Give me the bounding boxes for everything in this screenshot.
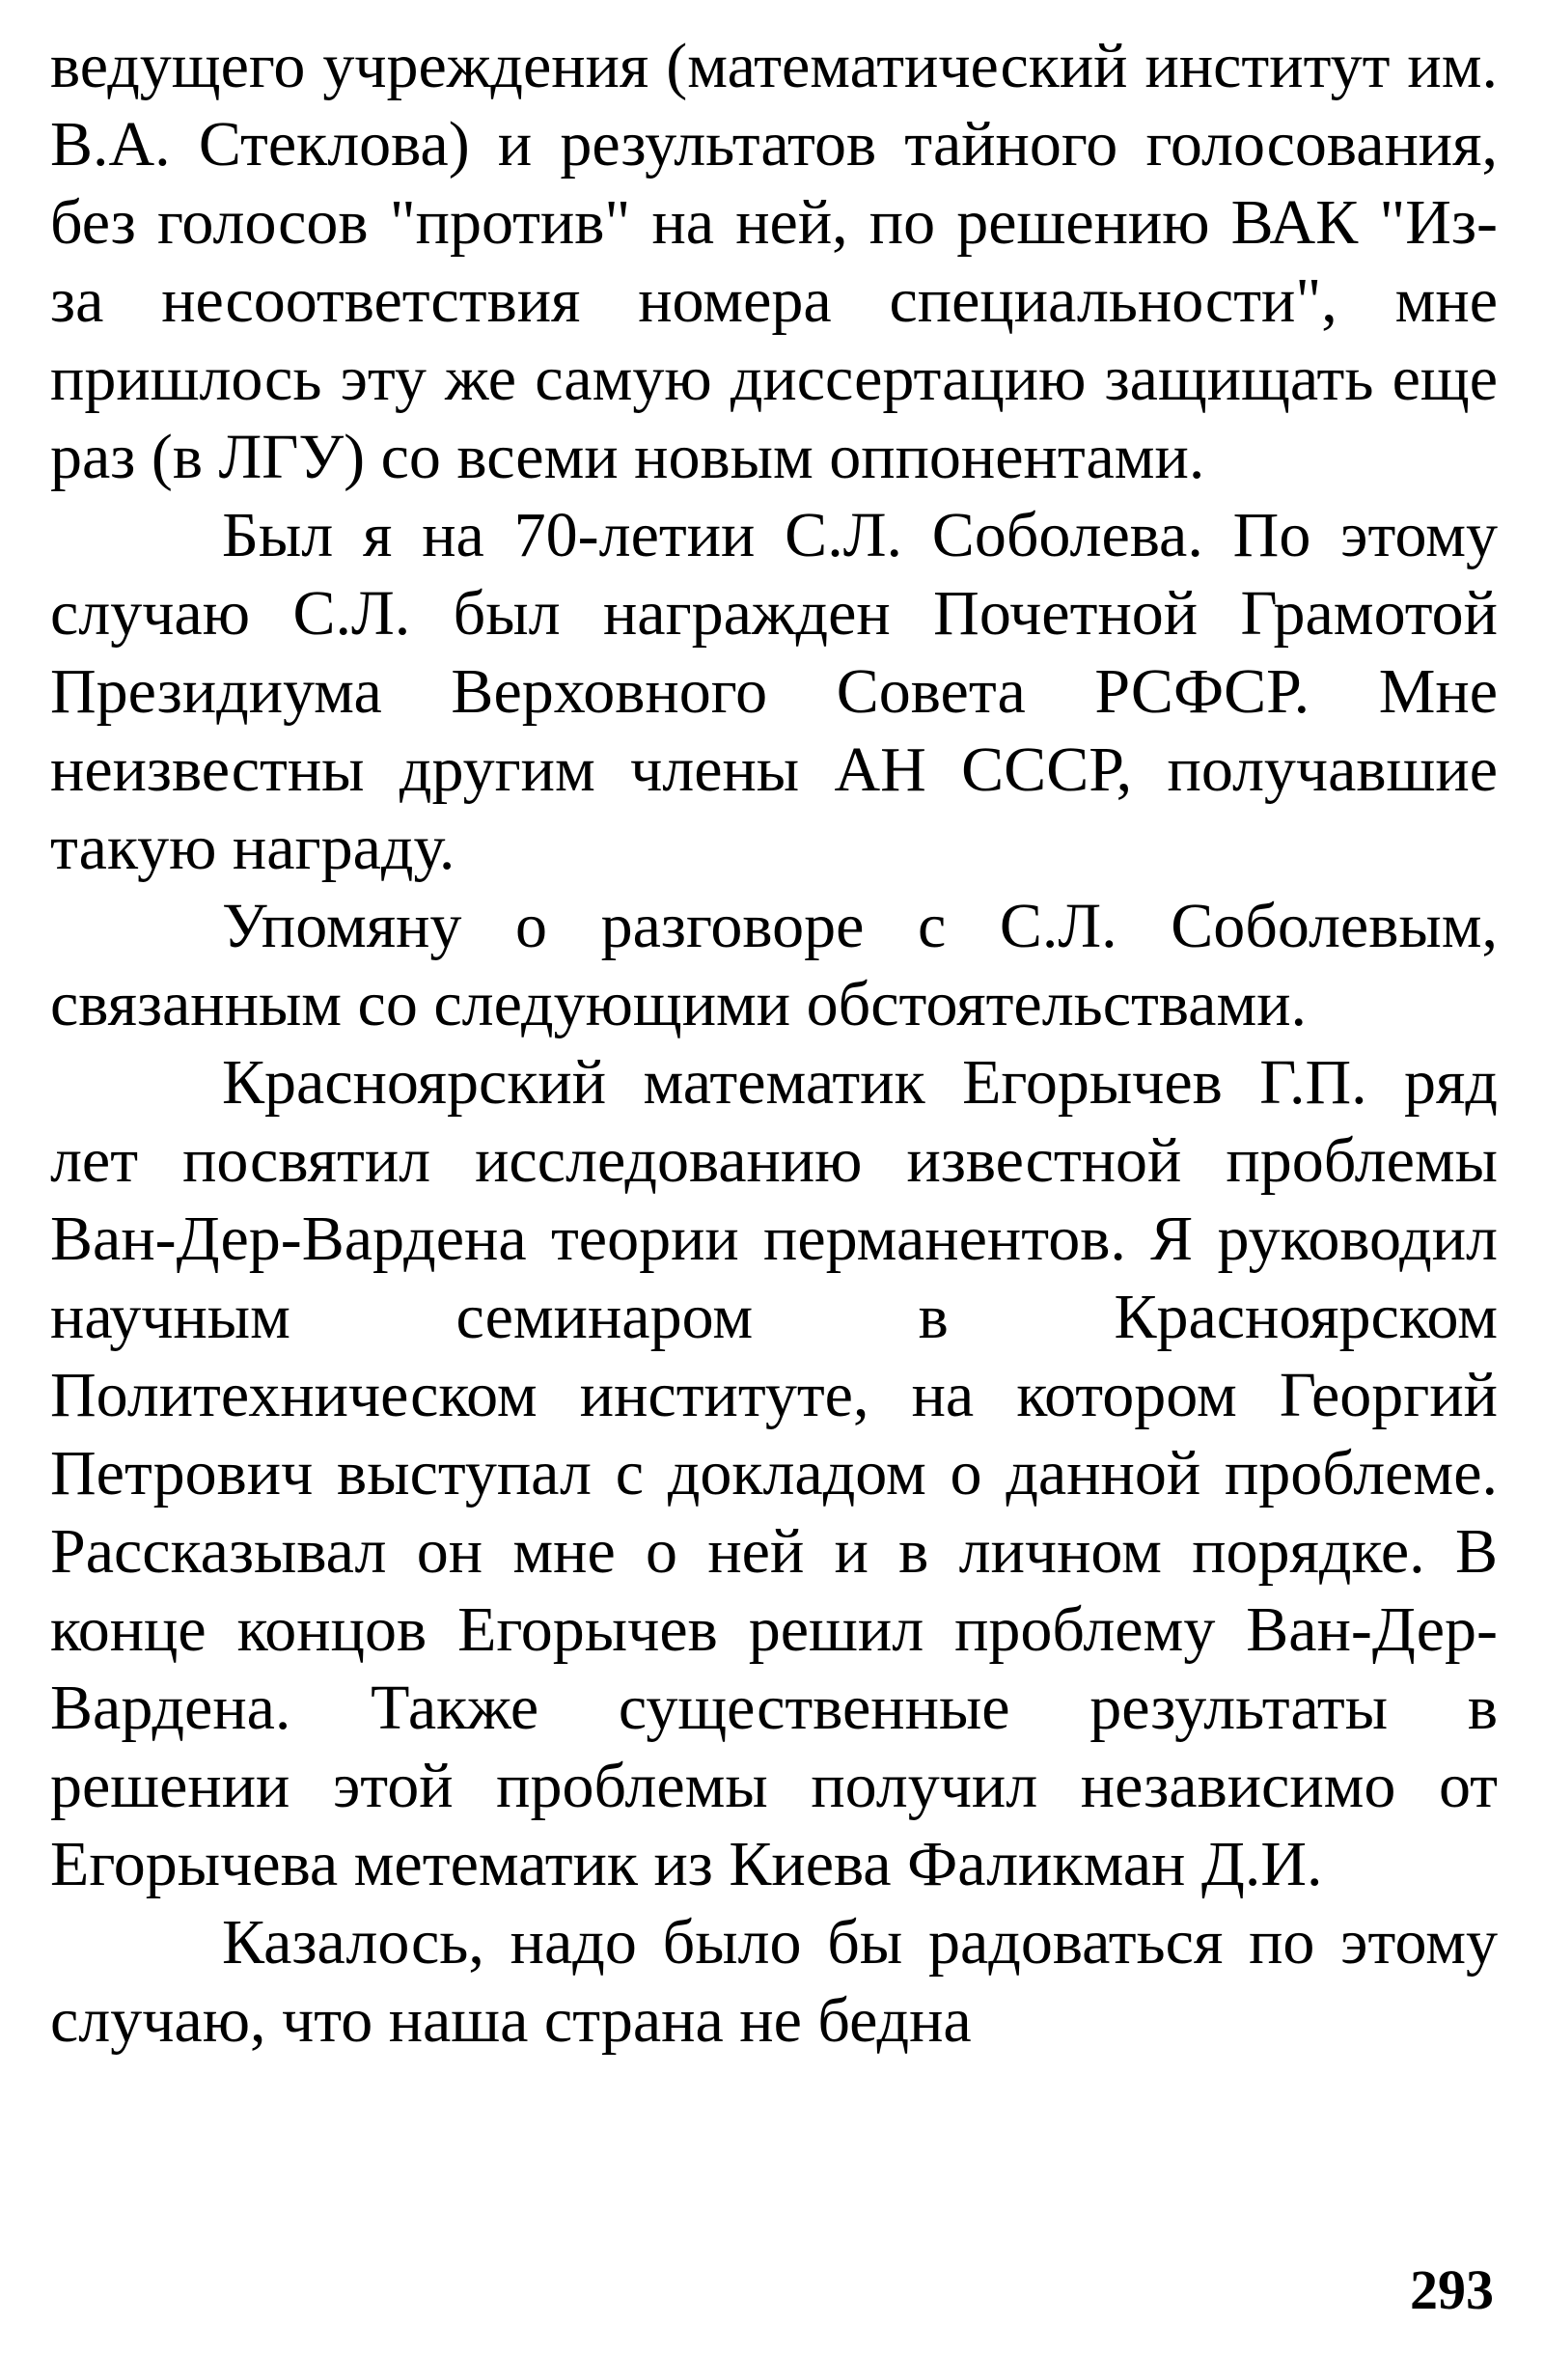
page-number: 293 xyxy=(1410,2258,1494,2321)
paragraph-3: Упомяну о разговоре с С.Л. Соболевым, связанным со следующими обстоятельствами. xyxy=(50,891,1498,1039)
paragraph-5: Казалось, надо было бы радоваться по этому случаю, что наша страна не бедна xyxy=(50,1907,1498,2056)
paragraph-1: ведущего учреждения (математический институт им. В.А. Стеклова) и результатов тайного голосования, без голосов "против" на ней, по решению ВАК "Из-за несоответствия номера специальности", мне пришлось эту же самую диссертацию защищать еще раз (в ЛГУ) со всеми новым оппонентами. xyxy=(50,31,1498,492)
paragraph-2: Был я на 70-летии С.Л. Соболева. По этому случаю С.Л. был награжден Почетной Грамотой Президиума Верховного Совета РСФСР. Мне неизвестны другим члены АН СССР, получавшие такую награду. xyxy=(50,500,1498,883)
page-text xyxy=(50,27,1498,2060)
paragraph-4: Красноярский математик Егорычев Г.П. ряд лет посвятил исследованию известной проблемы Ван-Дер-Вардена теории перманентов. Я руководил научным семинаром в Красноярском Политехническом институте, на котором Георгий Петрович выступал с докладом о данной проблеме. Рассказывал он мне о ней и в личном порядке. В конце концов Егорычев решил проблему Ван-Дер-Вардена. Также существенные результаты в решении этой проблемы получил независимо от Егорычева метематик из Киева Фаликман Д.И. xyxy=(50,1047,1498,1899)
